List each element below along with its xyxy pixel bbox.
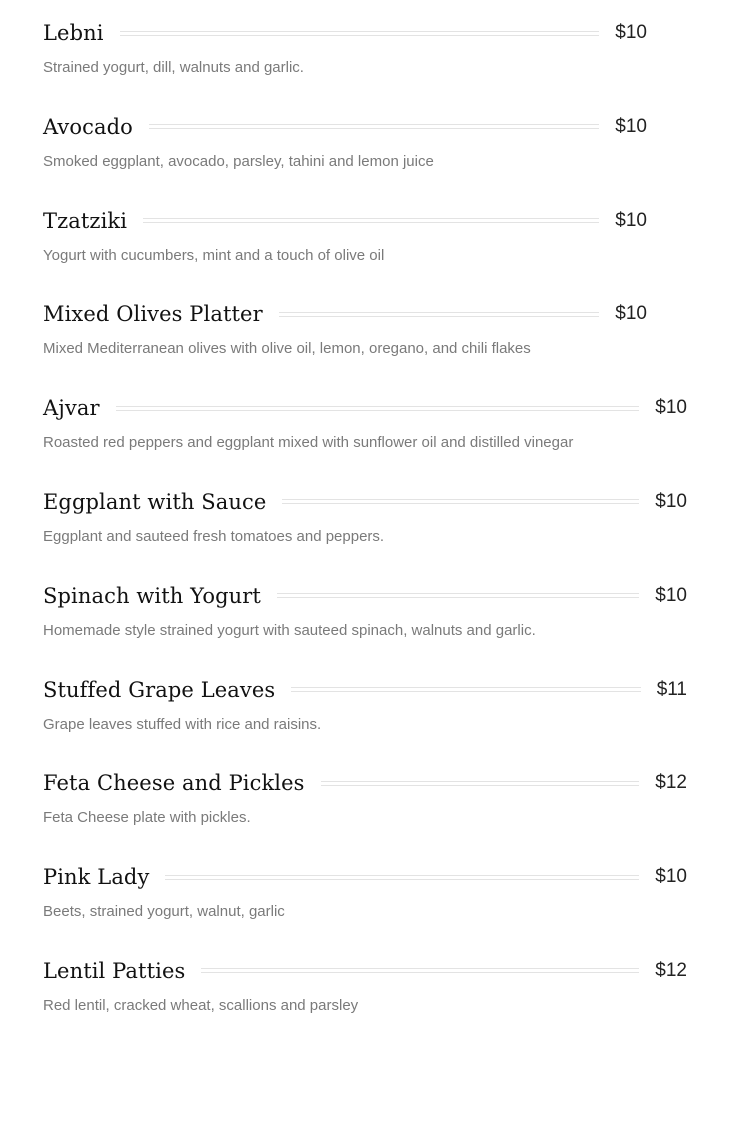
menu-item-header <box>43 858 687 896</box>
menu-item-divider <box>279 312 600 317</box>
menu-item-description: Yogurt with cucumbers, mint and a touch of olive oil <box>43 246 385 264</box>
menu-item-description: Beets, strained yogurt, walnut, garlic <box>43 903 285 921</box>
menu-item-price: $10 <box>615 115 647 137</box>
menu-item-price: $10 <box>615 22 647 43</box>
menu-item-description: Red lentil, cracked wheat, scallions and parsley <box>43 996 359 1014</box>
menu-item-name: Feta Cheese and Pickles <box>43 771 305 796</box>
menu-item-divider <box>282 499 639 504</box>
menu-item-name: Tzatziki <box>43 208 128 233</box>
menu-item-header <box>43 671 687 709</box>
menu-item-price: $10 <box>655 584 687 606</box>
menu-item-header <box>43 295 647 333</box>
menu-item-divider <box>116 406 640 411</box>
menu-item-divider <box>120 31 600 36</box>
menu-item <box>43 389 687 483</box>
menu-item-header <box>43 389 687 427</box>
menu-item-description: Mixed Mediterranean olives with olive oil, lemon, oregano, and chili flakes <box>43 340 531 358</box>
menu-item-divider <box>277 593 639 598</box>
menu-item-divider <box>201 968 639 973</box>
menu-item <box>43 764 687 858</box>
menu-item <box>43 952 687 1046</box>
menu-item-divider <box>165 875 639 880</box>
menu-item-divider <box>321 781 640 786</box>
menu-item-name: Spinach with Yogurt <box>43 583 261 608</box>
menu-item-price: $10 <box>655 397 687 419</box>
menu-item <box>43 295 687 389</box>
menu-item-header <box>43 577 687 615</box>
menu-item-description: Grape leaves stuffed with rice and raisins. <box>43 715 322 733</box>
menu-item-price: $10 <box>655 866 687 888</box>
menu-item-description: Smoked eggplant, avocado, parsley, tahini and lemon juice <box>43 152 434 170</box>
menu-item-header <box>43 483 687 521</box>
menu-item-description: Strained yogurt, dill, walnuts and garlic. <box>43 59 304 76</box>
menu-item-divider <box>143 218 599 223</box>
menu-item-price: $11 <box>656 678 687 700</box>
menu-item-name: Mixed Olives Platter <box>43 302 263 327</box>
menu-item-description: Feta Cheese plate with pickles. <box>43 809 251 827</box>
menu-item-divider <box>291 687 640 692</box>
menu-item <box>43 108 687 202</box>
menu-item-description: Eggplant and sauteed fresh tomatoes and peppers. <box>43 527 385 545</box>
menu-item-price: $12 <box>655 772 687 794</box>
menu-item-price: $12 <box>655 959 687 981</box>
menu-list <box>43 14 687 1046</box>
menu-item-description: Roasted red peppers and eggplant mixed with sunflower oil and distilled vinegar <box>43 434 574 452</box>
menu-item <box>43 858 687 952</box>
menu-item-price: $10 <box>615 303 647 325</box>
menu-item-header <box>43 108 647 146</box>
menu-item-description: Homemade style strained yogurt with sauteed spinach, walnuts and garlic. <box>43 621 536 639</box>
menu-item <box>43 14 687 108</box>
menu-item-name: Eggplant with Sauce <box>43 489 267 514</box>
menu-item <box>43 202 687 296</box>
menu-item-header <box>43 952 687 990</box>
menu-item-name: Lebni <box>43 21 104 45</box>
menu-item-price: $10 <box>615 209 647 231</box>
menu-item-name: Ajvar <box>43 396 100 421</box>
menu-item <box>43 483 687 577</box>
menu-item-header <box>43 764 687 802</box>
menu-item-header <box>43 202 647 240</box>
menu-item-price: $10 <box>655 490 687 512</box>
menu-item-name: Pink Lady <box>43 865 150 890</box>
menu-item-divider <box>149 124 599 129</box>
menu-item <box>43 671 687 765</box>
menu-item-name: Stuffed Grape Leaves <box>43 677 276 702</box>
menu-item-name: Lentil Patties <box>43 958 186 983</box>
menu-item <box>43 577 687 671</box>
menu-item-name: Avocado <box>43 114 133 139</box>
menu-item-header <box>43 14 647 52</box>
